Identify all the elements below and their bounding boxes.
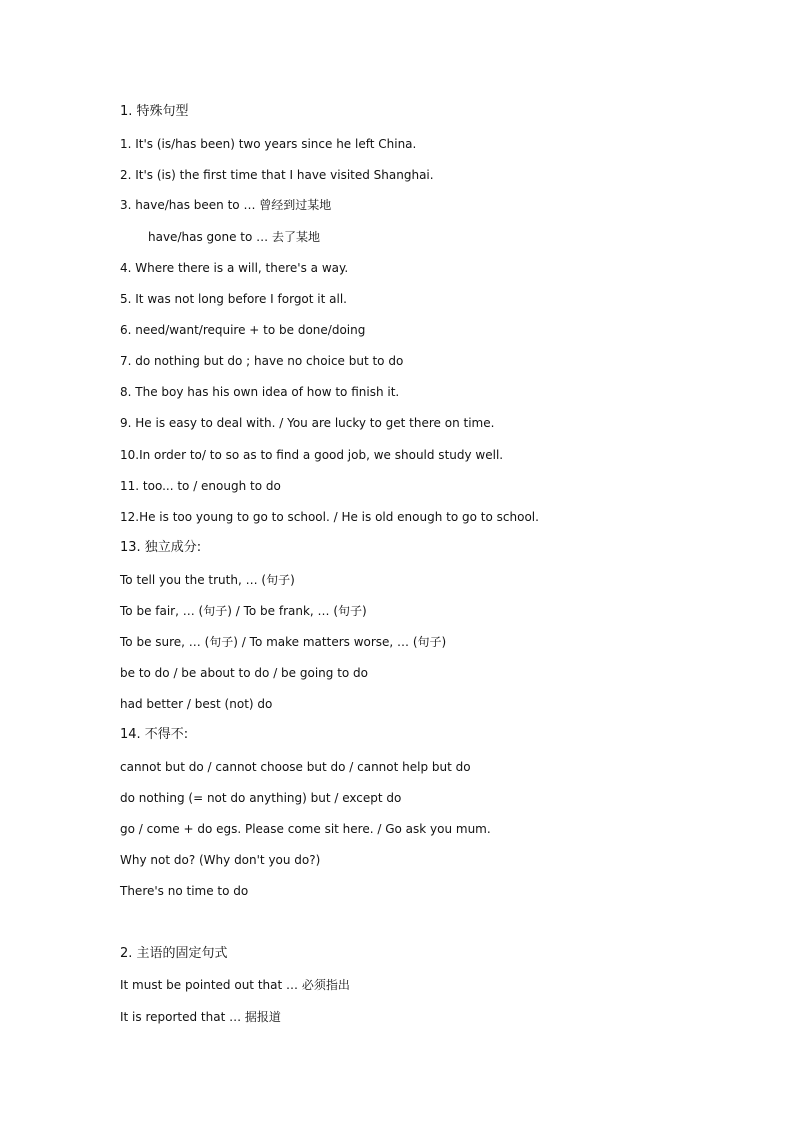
text-line: 4. Where there is a will, there's a way.	[120, 261, 349, 275]
text-line: 2. It's (is) the first time that I have visited Shanghai.	[120, 168, 434, 182]
text-line: 11. too... to / enough to do	[120, 479, 281, 493]
subheading-have-to: 14. 不得不:	[120, 727, 189, 742]
text-line: 5. It was not long before I forgot it all.	[120, 292, 347, 306]
section-heading-special-sentences: 1. 特殊句型	[120, 104, 189, 119]
text-line: 8. The boy has his own idea of how to finish it.	[120, 385, 400, 399]
text-line: 6. need/want/require + to be done/doing	[120, 323, 366, 337]
text-line: do nothing (= not do anything) but / except do	[120, 791, 402, 805]
text-line: To be fair, … (句子) / To be frank, … (句子)	[120, 604, 367, 618]
subheading-independent-elements: 13. 独立成分:	[120, 540, 202, 555]
text-line: be to do / be about to do / be going to do	[120, 666, 369, 680]
text-line: 1. It's (is/has been) two years since he left China.	[120, 137, 417, 151]
text-line: It is reported that … 据报道	[120, 1010, 281, 1024]
text-line: To tell you the truth, … (句子)	[120, 573, 295, 587]
section-heading-subject-patterns: 2. 主语的固定句式	[120, 946, 228, 961]
text-line: cannot but do / cannot choose but do / cannot help but do	[120, 760, 471, 774]
text-line: 3. have/has been to … 曾经到过某地	[120, 198, 332, 212]
text-line: 10.In order to/ to so as to find a good job, we should study well.	[120, 448, 504, 462]
text-line: To be sure, … (句子) / To make matters worse, … (句子)	[120, 635, 447, 649]
text-line: It must be pointed out that … 必须指出	[120, 978, 350, 992]
text-line: 12.He is too young to go to school. / He is old enough to go to school.	[120, 510, 539, 524]
text-line: There's no time to do	[120, 884, 249, 898]
text-line: 9. He is easy to deal with. / You are lucky to get there on time.	[120, 416, 495, 430]
text-line: have/has gone to … 去了某地	[148, 230, 320, 244]
text-line: 7. do nothing but do ; have no choice but to do	[120, 354, 404, 368]
text-line: go / come + do egs. Please come sit here. / Go ask you mum.	[120, 822, 491, 836]
text-line: Why not do? (Why don't you do?)	[120, 853, 321, 867]
text-line: had better / best (not) do	[120, 697, 273, 711]
